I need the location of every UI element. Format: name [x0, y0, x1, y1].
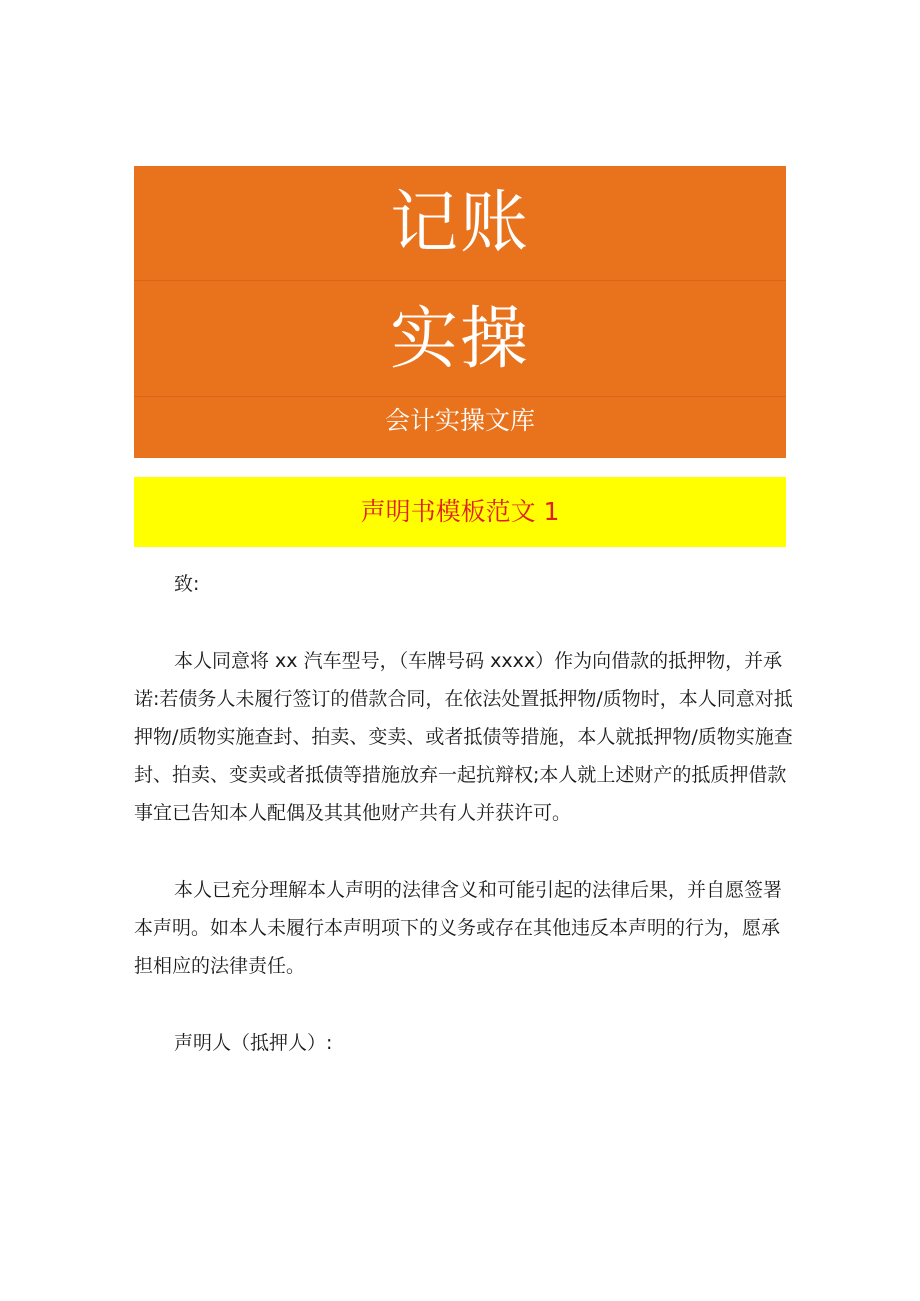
- banner-subtitle: 会计实操文库: [384, 406, 535, 435]
- paragraph-pledge: 本人同意将 xx 汽车型号，（车牌号码 xxxx）作为向借款的抵押物，并承诺:若债务人未履行签订的借款合同，在依法处置抵押物/质物时，本人同意对抵押物/质物实施查封、拍卖、变卖、或者抵债等措施，本人就抵押物/质物实施查封、拍卖、变卖或者抵债等措施放弃一起抗辩权;本人就上述财产的抵质押借款事宜已告知本人配偶及其其他财产共有人并获许可。: [134, 650, 793, 824]
- banner-title-line2: 实操: [389, 300, 530, 379]
- signature-line: 声明人（抵押人）:: [174, 1032, 333, 1054]
- document-title-bar: [134, 477, 786, 547]
- banner-row-1: [134, 166, 786, 281]
- banner-row-2: [134, 280, 786, 397]
- banner-row-3: [134, 396, 786, 458]
- salutation: 致:: [174, 573, 200, 595]
- header-banner: [134, 166, 786, 458]
- document-title: 声明书模板范文 1: [360, 497, 560, 526]
- document-body: [134, 565, 798, 1101]
- paragraph-liability: 本人已充分理解本人声明的法律含义和可能引起的法律后果，并自愿签署本声明。如本人未履行本声明项下的义务或存在其他违反本声明的行为，愿承担相应的法律责任。: [134, 879, 783, 977]
- banner-title-line1: 记账: [389, 184, 530, 263]
